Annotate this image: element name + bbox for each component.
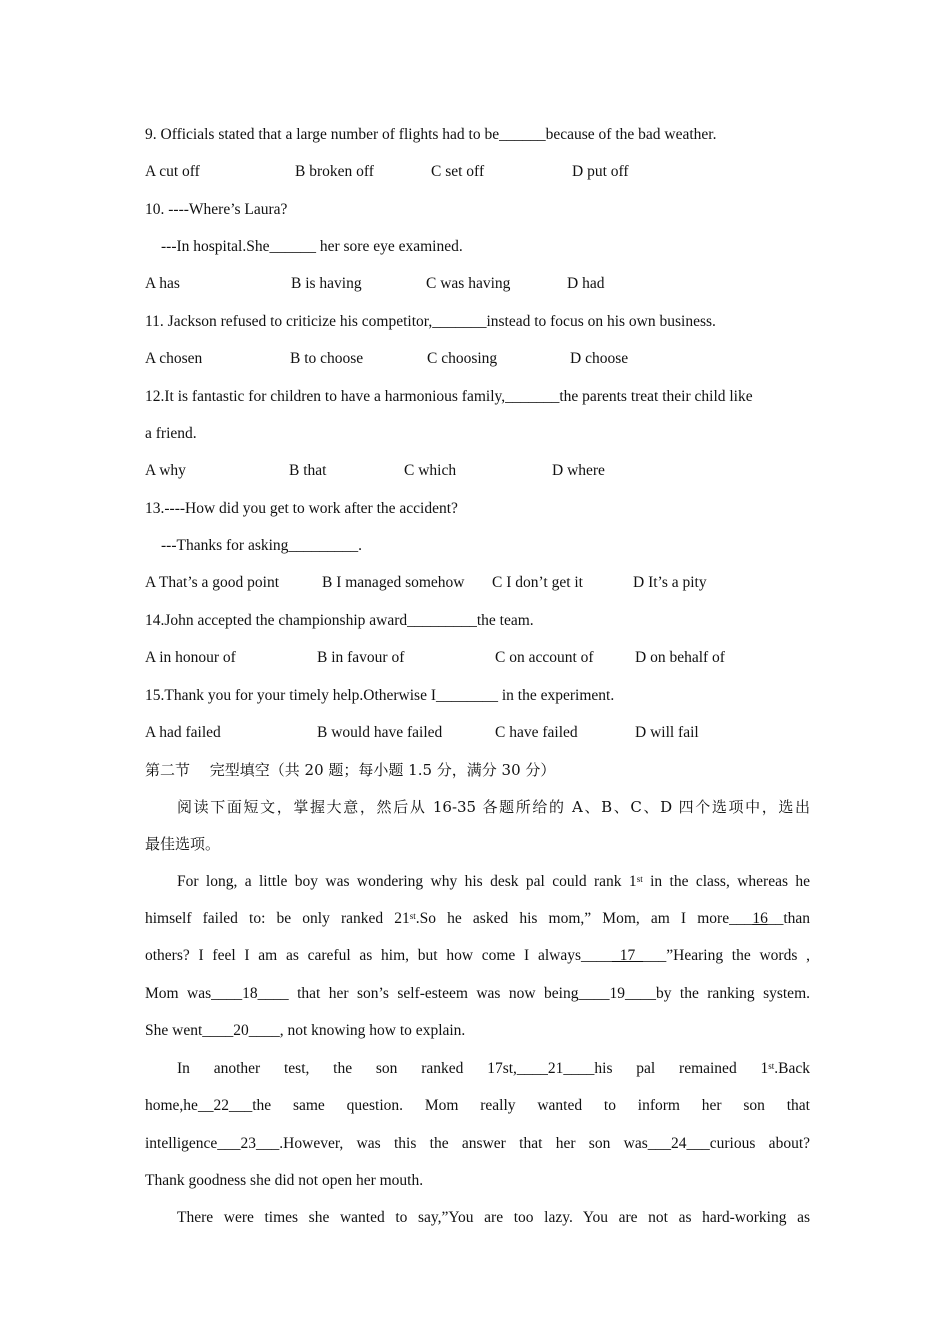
option-b: B I managed somehow: [322, 574, 465, 591]
option-b: B to choose: [290, 350, 364, 367]
passage-p1-line5: She went____20____, not knowing how to explain.: [145, 1022, 466, 1039]
passage-p2-line1: In another test, the son ranked 17st,____21____his pal remained 1st.Back: [177, 1060, 810, 1077]
question-12-stem-line1: 12.It is fantastic for children to have a harmonious family,_______the parents treat their child like: [145, 388, 753, 405]
option-a: A in honour of: [145, 649, 236, 666]
passage-p2-line4: Thank goodness she did not open her mouth.: [145, 1172, 424, 1189]
option-a: A cut off: [145, 163, 200, 180]
option-d: D It’s a pity: [633, 574, 707, 591]
option-c: C on account of: [495, 649, 594, 666]
question-13-reply: ---Thanks for asking_________.: [161, 537, 363, 554]
option-b: B that: [289, 462, 327, 479]
option-d: D will fail: [635, 724, 699, 741]
option-a: A That’s a good point: [145, 574, 280, 591]
question-12-stem-line2: a friend.: [145, 425, 197, 442]
option-a: A had failed: [145, 724, 221, 741]
passage-p1-line3: others? I feel I am as careful as him, but how come I always_____17____”Hearing the words ,: [145, 947, 810, 964]
passage-p2-line2: home,he__22___the same question. Mom really wanted to inform her son that: [145, 1097, 810, 1114]
question-10-reply: ---In hospital.She______ her sore eye examined.: [161, 238, 463, 255]
question-14-stem: 14.John accepted the championship award_________the team.: [145, 612, 534, 629]
option-a: A has: [145, 275, 180, 292]
option-c: C was having: [426, 275, 511, 292]
option-a: A chosen: [145, 350, 203, 367]
section-instruction-line1: 阅读下面短文，掌握大意，然后从 16-35 各题所给的 A、B、C、D 四个选项中，选出: [177, 798, 810, 816]
option-d: D where: [552, 462, 605, 479]
passage-p2-line3: intelligence___23___.However, was this the answer that her son was___24___curious about?: [145, 1135, 810, 1152]
question-9-stem: 9. Officials stated that a large number of flights had to be______because of the bad weather.: [145, 126, 717, 143]
blank-17: _17_: [612, 947, 644, 964]
section-instruction-line2: 最佳选项。: [145, 835, 221, 853]
option-c: C have failed: [495, 724, 578, 741]
option-b: B broken off: [295, 163, 374, 180]
option-c: C choosing: [427, 350, 498, 367]
option-c: C set off: [431, 163, 485, 180]
option-c: C which: [404, 462, 457, 479]
option-d: D put off: [572, 163, 629, 180]
blank-16: 16: [752, 910, 768, 927]
option-b: B is having: [291, 275, 362, 292]
option-a: A why: [145, 462, 186, 479]
option-d: D choose: [570, 350, 629, 367]
section-heading: 第二节 完型填空（共 20 题；每小题 1.5 分，满分 30 分）: [145, 761, 556, 779]
question-11-stem: 11. Jackson refused to criticize his competitor,_______instead to focus on his own business.: [145, 313, 716, 330]
question-15-stem: 15.Thank you for your timely help.Otherwise I________ in the experiment.: [145, 687, 615, 704]
passage-p1-line4: Mom was____18____ that her son’s self-esteem was now being____19____by the ranking system.: [145, 985, 810, 1002]
option-b: B in favour of: [317, 649, 405, 666]
passage-p3-line1: There were times she wanted to say,”You are too lazy. You are not as hard-working as: [177, 1209, 810, 1226]
passage-p1-line2: himself failed to: be only ranked 21st.So he asked his mom,” Mom, am I more___16__than: [145, 910, 811, 927]
option-b: B would have failed: [317, 724, 443, 741]
question-13-stem: 13.----How did you get to work after the accident?: [145, 500, 458, 517]
option-d: D on behalf of: [635, 649, 725, 666]
passage-p1-line1: For long, a little boy was wondering why his desk pal could rank 1st in the class, whereas he: [177, 873, 810, 890]
option-d: D had: [567, 275, 605, 292]
option-c: C I don’t get it: [492, 574, 583, 591]
question-10-stem: 10. ----Where’s Laura?: [145, 201, 288, 218]
